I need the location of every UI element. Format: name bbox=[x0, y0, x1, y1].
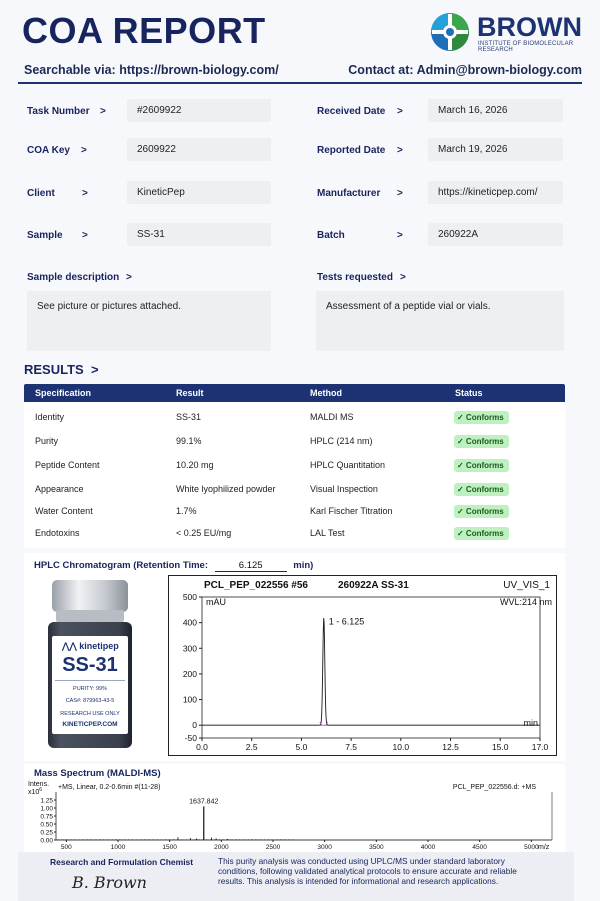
ms-x-tick-label: 3500 bbox=[369, 844, 384, 851]
chevron-right-icon: > bbox=[397, 145, 403, 156]
searchable-url[interactable]: Searchable via: https://brown-biology.com/ bbox=[24, 63, 279, 77]
chevron-right-icon: > bbox=[90, 362, 99, 377]
cell-method: MALDI MS bbox=[310, 412, 354, 422]
x-tick-label: 10.0 bbox=[392, 742, 410, 752]
ms-x-tick-label: 1000 bbox=[110, 844, 126, 851]
vial-product-name: SS-31 bbox=[62, 654, 118, 676]
manufacturer-label: Manufacturer bbox=[317, 188, 381, 199]
cell-result: 99.1% bbox=[176, 436, 202, 446]
wavelength-label: WVL:214 nm bbox=[499, 597, 552, 607]
cell-spec: Water Content bbox=[35, 506, 93, 516]
task-number-label: Task Number bbox=[27, 106, 90, 117]
cell-spec: Purity bbox=[35, 436, 59, 446]
y-axis-unit: mAU bbox=[206, 597, 226, 607]
cell-result: SS-31 bbox=[176, 412, 202, 422]
tests-requested-label: Tests requested bbox=[317, 272, 393, 283]
y-tick-label: 0 bbox=[192, 720, 197, 731]
chemist-signature: B. Brown bbox=[72, 873, 147, 892]
ms-peak-label: 1637.842 bbox=[189, 798, 219, 806]
brand-name: BROWN bbox=[477, 12, 582, 42]
chevron-right-icon: > bbox=[82, 188, 88, 199]
client-label: Client bbox=[27, 188, 55, 199]
chart-header-right: UV_VIS_1 bbox=[503, 580, 550, 591]
ms-x-axis-unit: m/z bbox=[538, 844, 550, 851]
ms-x-tick-label: 4500 bbox=[472, 844, 487, 851]
brand-subtitle: INSTITUTE OF BIOMOLECULAR RESEARCH bbox=[478, 41, 574, 53]
y-tick-label: 200 bbox=[182, 668, 197, 679]
ms-info-right: PCL_PEP_022556.d: +MS bbox=[452, 784, 536, 791]
vial-divider bbox=[55, 680, 125, 681]
sample-description-value: See picture or pictures attached. bbox=[27, 291, 271, 351]
x-tick-label: 17.0 bbox=[531, 742, 549, 752]
chart-frame bbox=[169, 576, 557, 756]
ms-x-tick-label: 2500 bbox=[265, 844, 281, 851]
manufacturer-value[interactable]: https://kineticpep.com/ bbox=[428, 181, 563, 204]
batch-value: 260922A bbox=[428, 223, 563, 246]
cell-method: LAL Test bbox=[310, 528, 345, 538]
y-tick-label: 400 bbox=[182, 617, 197, 628]
ms-x-tick-label: 2000 bbox=[214, 844, 229, 851]
client-value: KineticPep bbox=[127, 181, 271, 204]
ms-x-tick-label: 500 bbox=[60, 844, 72, 851]
chevron-right-icon: > bbox=[81, 145, 87, 156]
cell-result: 1.7% bbox=[176, 506, 197, 516]
cell-method: Visual Inspection bbox=[310, 484, 378, 494]
sample-description-label: Sample description bbox=[27, 272, 120, 283]
institute-logo-icon bbox=[430, 12, 470, 52]
y-tick-label: -50 bbox=[184, 733, 197, 743]
cell-result: White lyophilized powder bbox=[176, 484, 276, 494]
sample-label: Sample bbox=[27, 230, 63, 241]
reported-date-label: Reported Date bbox=[317, 145, 386, 156]
peak-label: 1 - 6.125 bbox=[328, 616, 365, 627]
chemist-role: Research and Formulation Chemist bbox=[50, 857, 194, 867]
task-number-value: #2609922 bbox=[127, 99, 271, 122]
hplc-chromatogram bbox=[168, 575, 558, 757]
chevron-right-icon: > bbox=[82, 230, 88, 241]
status-badge: ✓ Conforms bbox=[454, 435, 509, 448]
col-method: Method bbox=[310, 388, 342, 398]
y-tick-label: 100 bbox=[182, 694, 197, 705]
ms-y-tick-label: 0.50 bbox=[40, 821, 53, 829]
ms-y-tick-label: 0.25 bbox=[40, 829, 53, 837]
ms-x-tick-label: 4000 bbox=[420, 844, 436, 851]
mass-spectrum-heading: Mass Spectrum (MALDI-MS) bbox=[34, 768, 161, 779]
header-divider bbox=[18, 82, 582, 84]
x-tick-label: 15.0 bbox=[491, 742, 509, 752]
sample-value: SS-31 bbox=[127, 223, 271, 246]
chart-header-mid: 260922A SS-31 bbox=[338, 580, 409, 591]
status-badge: ✓ Conforms bbox=[454, 411, 509, 424]
intensity-exponent: $x10^6$ bbox=[28, 787, 43, 796]
col-result: Result bbox=[176, 388, 204, 398]
status-badge: ✓ Conforms bbox=[454, 505, 509, 518]
chevron-right-icon: > bbox=[400, 272, 406, 283]
ms-info-left: +MS, Linear, 0.2-0.6min #(11-28) bbox=[58, 784, 161, 791]
kinetipep-logo-icon: ⋀⋀ bbox=[62, 641, 80, 651]
cell-method: HPLC (214 nm) bbox=[310, 436, 373, 446]
ms-y-tick-label: 1.00 bbox=[40, 805, 53, 813]
ms-y-tick-label: 0.00 bbox=[40, 837, 53, 845]
ms-y-tick-label: 0.75 bbox=[40, 813, 53, 821]
received-date-value: March 16, 2026 bbox=[428, 99, 563, 122]
hplc-heading: HPLC Chromatogram (Retention Time: 6.125 min) bbox=[34, 560, 314, 571]
chevron-right-icon: > bbox=[126, 272, 132, 283]
x-tick-label: 2.5 bbox=[245, 742, 258, 752]
coa-key-label: COA Key bbox=[27, 145, 70, 156]
x-tick-label: 0.0 bbox=[196, 742, 208, 752]
cell-spec: Appearance bbox=[35, 484, 84, 494]
coa-key-value: 2609922 bbox=[127, 138, 271, 161]
retention-time-value: 6.125 bbox=[215, 560, 287, 572]
ms-x-tick-label: 1500 bbox=[162, 844, 177, 851]
mass-spectrum-chart bbox=[26, 778, 560, 852]
analysis-statement: This purity analysis was conducted using UPLC/MS under standard laboratory conditions, following validated analytical protocols to ensure accurate and reliable results. This analysis is intended for informational and research applications. bbox=[218, 856, 517, 886]
ms-noise-trace bbox=[56, 839, 551, 840]
vial-cas: CAS#: 879963-43-5 bbox=[65, 698, 115, 704]
chevron-right-icon: > bbox=[397, 106, 403, 117]
cell-spec: Endotoxins bbox=[35, 528, 80, 538]
contact-email[interactable]: Contact at: Admin@brown-biology.com bbox=[348, 63, 582, 77]
x-tick-label: 5.0 bbox=[295, 742, 308, 752]
ms-y-tick-label: 1.25 bbox=[40, 797, 53, 805]
x-axis-unit: min bbox=[523, 718, 538, 728]
vial-brand: ⋀⋀ kinetipep bbox=[62, 641, 119, 651]
col-status: Status bbox=[455, 388, 483, 398]
cell-method: HPLC Quantitation bbox=[310, 460, 386, 470]
ms-x-tick-label: 3000 bbox=[317, 844, 332, 851]
y-tick-label: 300 bbox=[182, 643, 197, 654]
chevron-right-icon: > bbox=[397, 230, 403, 241]
y-tick-label: 500 bbox=[182, 592, 197, 602]
x-tick-label: 12.5 bbox=[442, 742, 459, 752]
status-badge: ✓ Conforms bbox=[454, 459, 509, 472]
chevron-right-icon: > bbox=[100, 106, 106, 117]
results-table-header bbox=[24, 384, 565, 402]
x-tick-label: 7.5 bbox=[345, 742, 358, 752]
vial-site: KINETICPEP.COM bbox=[62, 721, 118, 728]
status-badge: ✓ Conforms bbox=[454, 527, 509, 540]
status-badge: ✓ Conforms bbox=[454, 483, 509, 496]
chart-header-left: PCL_PEP_022556 #56 bbox=[204, 580, 308, 591]
chevron-right-icon: > bbox=[397, 188, 403, 199]
vial-purity: PURITY: 99% bbox=[73, 686, 107, 692]
cell-result: 10.20 mg bbox=[176, 460, 214, 470]
ms-x-tick-label: 5000 bbox=[524, 844, 539, 851]
cell-method: Karl Fischer Titration bbox=[310, 506, 393, 516]
cell-spec: Peptide Content bbox=[35, 460, 100, 470]
received-date-label: Received Date bbox=[317, 106, 386, 117]
cell-result: < 0.25 EU/mg bbox=[176, 528, 232, 538]
results-heading: RESULTS > bbox=[24, 362, 99, 377]
col-specification: Specification bbox=[35, 388, 92, 398]
batch-label: Batch bbox=[317, 230, 345, 241]
tests-requested-value: Assessment of a peptide vial or vials. bbox=[316, 291, 564, 351]
report-title: COA REPORT bbox=[22, 10, 266, 51]
cell-spec: Identity bbox=[35, 412, 65, 422]
intensity-label: Intens. bbox=[28, 781, 50, 788]
reported-date-value: March 19, 2026 bbox=[428, 138, 563, 161]
vial-research-only: RESEARCH USE ONLY bbox=[60, 711, 120, 717]
